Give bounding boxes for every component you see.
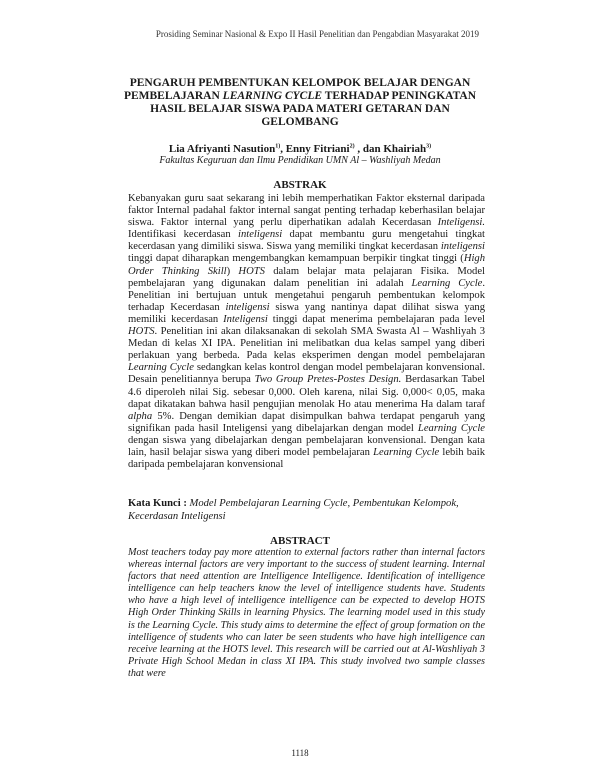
abstrak-text: . Penelitian ini akan dilaksanakan di sekolah SMA Swasta Al – Washliyah 3 Medan di kelas XI IPA. Penelitian ini melibatkan dua kelas sampel yang diberi perlakuan yang berbeda. Pada kelas eksperimen dengan model pembelajaran [128,326,485,362]
author-list [0,143,600,155]
title-line-1: PENGARUH PEMBENTUKAN KELOMPOK BELAJAR DENGAN [129,77,471,89]
title-line-2 [120,90,480,103]
abstract-heading: ABSTRACT [270,535,330,547]
abstrak-italic: Learning Cycle [417,422,485,434]
abstrak-text: Identifikasi kecerdasan [128,229,239,241]
abstrak-italic: Learning Cycle [373,446,440,458]
abstrak-text: . Penelitian ini bertujuan untuk mengetahui pengaruh pembentukan kelompok terhadap Kecerdasan [128,277,485,313]
abstrak-text: dengan siswa yang dibelajarkan dengan pembelajaran konvensional. Dengan kata lain, hasil belajar siswa yang diberi model pembelajaran [128,434,485,458]
author-3-sup: 3) [426,143,432,150]
abstrak-text: Kebanyakan guru saat sekarang ini lebih memperhatikan Faktor eksternal daripada faktor Internal padahal faktor internal sangat penting terhadap keberhasilan belajar siswa. Faktor internal yang perlu diperhatikan adalah Kecerdasan [128,193,485,229]
title-line-2-c: TERHADAP PENINGKATAN [322,90,477,102]
abstrak-text: Berdasarkan Tabel 4.6 diperoleh nilai Sig. sebesar 0,000. Oleh karena, nilai Sig. 0,000< 0,05, maka dapat dikatakan bahwa hasil pengujian menolak Ho atau menerima Ha dalam taraf [128,374,485,410]
title-line-2-italic: LEARNING CYCLE [222,90,323,102]
abstract-body: Most teachers today pay more attention to external factors rather than internal factors whereas internal factors are very important to the success of student learning. Internal factors that need attention are Intelligence Intelligence. Identification of intelligence intelligence can help teachers know the level of intelligence students have. Students who have a high level of intelligence intelligence can be expected to develop HOTS High Order Thinking Skills in learning Physics. The learning model used in this study is the Learning Cycle. This study aims to determine the effect of group formation on the intelligence of students who can later be seen students who have high intelligence can receive learning at the HOTS level. This research will be carried out at Al-Washliyah 3 Private High School Medan in class XI IPA. This study involved two sample classes that were [128,547,485,679]
author-2: , Enny Fitriani [280,143,350,155]
running-header: Prosiding Seminar Nasional & Expo II Hasil Penelitian dan Pengabdian Masyarakat 2019 [155,29,479,39]
abstrak-italic: High Order Thinking Skill [128,253,485,277]
keywords-label: Kata Kunci : [128,498,187,509]
page-number: 1118 [291,748,309,758]
affiliation: Fakultas Keguruan dan Ilmu Pendidikan UMN Al – Washliyah Medan [159,155,441,166]
keywords [128,497,485,523]
paper-title [120,77,480,129]
abstrak-italic: Learning Cycle [128,362,194,374]
abstrak-italic: HOTS [238,265,265,277]
title-line-2-a: PEMBELAJARAN [123,90,223,102]
abstrak-text: sedangkan kelas kontrol dengan model pembelajaran konvensional. Desain penelitiannya berupa [128,362,485,386]
abstrak-italic: HOTS [128,326,155,338]
author-1-sup: 1) [275,143,281,150]
abstrak-italic: Inteligensi [223,313,268,325]
abstrak-italic: inteligensi [225,301,270,313]
abstrak-italic: inteligensi [440,241,485,253]
abstrak-text: siswa yang nantinya dapat dilihat siswa yang memiliki kecerdasan [128,301,486,325]
author-2-sup: 2) [349,143,355,150]
abstrak-italic: Inteligensi. [437,217,485,229]
author-1: Lia Afriyanti Nasution [168,143,276,155]
title-line-3: HASIL BELAJAR SISWA PADA MATERI GETARAN DAN [150,103,450,115]
abstrak-text: dapat membantu guru mengetahui tingkat kecerdasan yang dimiliki siswa. Siswa yang memiliki tingkat kecerdasan [128,229,485,253]
abstrak-body [128,193,485,471]
abstrak-text: 5%. Dengan demikian dapat disimpulkan bahwa terdapat pengaruh yang signifikan pada hasil Inteligensi yang dibelajarkan dengan model [128,410,485,434]
author-3: , dan Khairiah [354,143,427,155]
abstrak-text: dalam belajar mata pelajaran Fisika. Model pembelajaran yang digunakan dalam penelitian ini adalah [128,265,485,289]
keywords-text: Model Pembelajaran Learning Cycle, Pembentukan Kelompok, Kecerdasan Inteligensi [128,498,459,522]
abstrak-text: lebih baik daripada pembelajaran konvensional [128,446,485,471]
abstrak-text: tinggi dapat diharapkan mengembangkan kemampuan berpikir tingkat tinggi ( [128,253,464,265]
abstrak-text: ) [226,265,239,277]
abstrak-italic: Learning Cycle [411,277,483,289]
abstrak-italic: alpha [128,410,153,422]
abstrak-italic: inteligensi [238,229,283,241]
title-line-4: GELOMBANG [261,116,339,128]
abstrak-text: tinggi dapat menerima pembelajaran pada level [267,313,485,325]
abstrak-heading: ABSTRAK [273,179,327,191]
abstrak-italic: Two Group Pretes-Postes Design. [254,374,402,386]
